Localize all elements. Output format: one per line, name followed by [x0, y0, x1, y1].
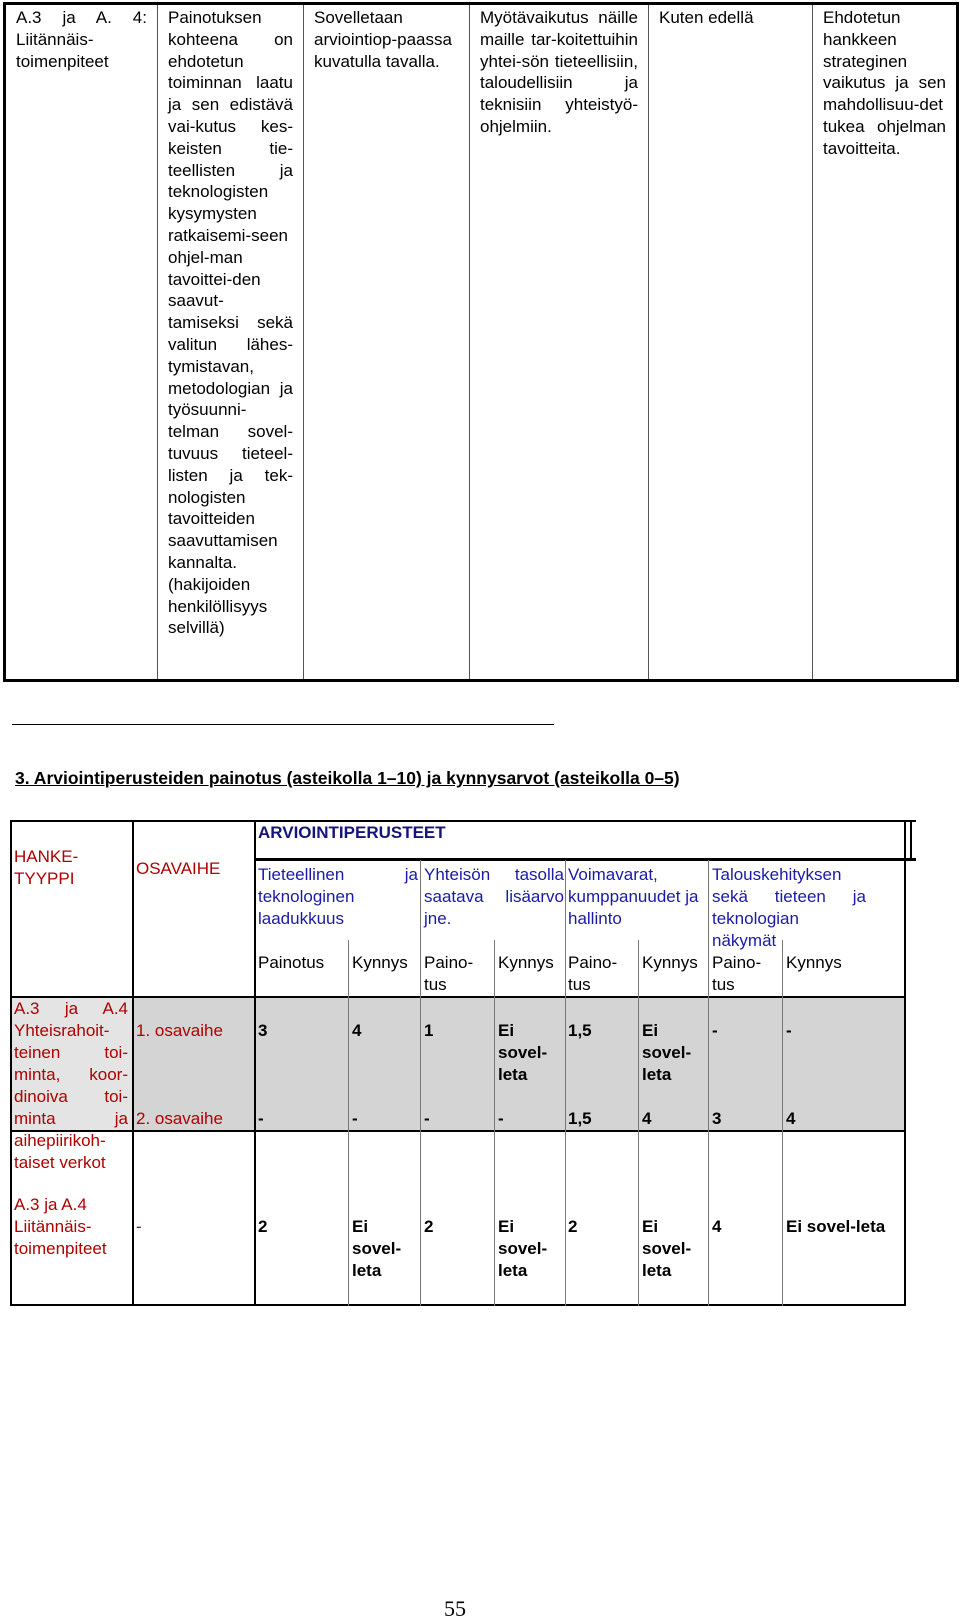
value-cell: - — [258, 1109, 264, 1128]
value-cell: 2 — [568, 1217, 578, 1236]
value-cell: Ei sovel-leta — [498, 1021, 548, 1084]
phase-label: 1. osavaihe — [136, 1021, 223, 1040]
continuation-table — [3, 2, 959, 682]
cell-text: Painotuksen kohteena on ehdotetun toiminnan laatu ja sen edistävä vai-kutus kes-keisten tie-teellisten ja teknologisten kysymysten ratkaisemi-seen ohjel-man tavoittei-den saavut-tamiseksi sekä valitun lähes-tymistavan, metodologian ja työsuunni-telman sovel-tuvuus tieteel-listen ja tek-nologisten tavoitteiden saavuttamisen kannalta. (hakijoiden henkilöllisyys selvillä) — [168, 8, 293, 638]
table-rule — [708, 860, 709, 1306]
criterion-header: Talouskehityksen sekä tieteen ja teknologian näkymät — [712, 865, 866, 950]
header-hanketyyppi: HANKE-TYYPPI — [14, 847, 79, 888]
criterion-header: Yhteisön tasolla saatava lisäarvo jne. — [424, 865, 564, 928]
subheader-painotus: Paino-tus — [712, 953, 762, 994]
value-cell: - — [786, 1021, 792, 1040]
subheader-kynnys: Kynnys — [786, 953, 842, 972]
cell-text: Kuten edellä — [659, 8, 754, 27]
value-cell: 3 — [712, 1109, 722, 1128]
cell-text: Ehdotetun hankkeen strateginen vaikutus ja sen mahdollisuu-det tukea ohjelman tavoitteita. — [823, 8, 946, 158]
value-cell: 4 — [642, 1109, 652, 1128]
footnote-rule — [12, 724, 554, 725]
table-rule — [420, 860, 421, 1306]
value-cell: 4 — [352, 1021, 362, 1040]
value-cell: Ei sovel-leta — [786, 1217, 886, 1236]
value-cell: 1,5 — [568, 1021, 592, 1040]
value-cell: 3 — [258, 1021, 268, 1040]
value-cell: Ei sovel-leta — [352, 1217, 402, 1280]
value-cell: 1,5 — [568, 1109, 592, 1128]
table-rule — [565, 860, 566, 1306]
cell-criterion-description — [158, 5, 304, 679]
row-group-label: A.3 ja A.4 Yhteisrahoit-teinen toi-minta, koor-dinoiva toi-minta ja aihepiirikoh-taiset verkot — [14, 999, 128, 1172]
table-rule — [348, 940, 349, 1306]
row-group-label: A.3 ja A.4 Liitännäis-toimenpiteet — [14, 1195, 107, 1258]
table-rule — [132, 820, 134, 1306]
table-border-top — [10, 820, 132, 822]
cell-col4 — [470, 5, 649, 679]
cell-col3 — [304, 5, 470, 679]
table-border-left — [10, 820, 12, 1306]
subheader-kynnys: Kynnys — [498, 953, 554, 972]
subheader-kynnys: Kynnys — [642, 953, 698, 972]
cell-text: Myötävaikutus näille maille tar-koitettuihin yhtei-sön tieteellisiin, taloudellisiin ja teknisiin yhteistyö-ohjelmiin. — [480, 8, 638, 136]
header-osavaihe: OSAVAIHE — [136, 859, 221, 878]
table-border-bottom — [10, 1304, 906, 1306]
table-rule — [10, 996, 906, 998]
table-rule — [782, 940, 783, 1306]
table-rule — [254, 820, 256, 1306]
criterion-header: Voimavarat, kumppanuudet ja hallinto — [568, 865, 699, 928]
phase-label: - — [136, 1217, 142, 1236]
subheader-painotus: Paino-tus — [424, 953, 474, 994]
phase-label: 2. osavaihe — [136, 1109, 223, 1128]
value-cell: - — [424, 1109, 430, 1128]
table-border-right — [910, 820, 912, 860]
section-heading: 3. Arviointiperusteiden painotus (asteikolla 1–10) ja kynnysarvot (asteikolla 0–5) — [15, 768, 680, 788]
value-cell: 1 — [424, 1021, 434, 1040]
page-number: 55 — [444, 1596, 466, 1621]
value-cell: Ei sovel-leta — [498, 1217, 548, 1280]
cell-col6 — [813, 5, 956, 679]
value-cell: - — [498, 1109, 504, 1128]
value-cell: 4 — [786, 1109, 796, 1128]
value-cell: 4 — [712, 1217, 722, 1236]
cell-text: A.3 ja A. 4: Liitännäis-toimenpiteet — [16, 8, 147, 71]
table-rule — [10, 1130, 906, 1132]
value-cell: Ei sovel-leta — [642, 1217, 692, 1280]
header-arviointiperusteet: ARVIOINTIPERUSTEET — [258, 823, 446, 842]
cell-col5 — [649, 5, 813, 679]
subheader-painotus: Paino-tus — [568, 953, 618, 994]
value-cell: 2 — [258, 1217, 268, 1236]
cell-hanketyyppi — [6, 5, 158, 679]
table-border-right — [904, 820, 906, 1306]
table-rule — [638, 940, 639, 1306]
table-border-top — [132, 820, 254, 822]
subheader-kynnys: Kynnys — [352, 953, 408, 972]
value-cell: Ei sovel-leta — [642, 1021, 692, 1084]
table-rule — [494, 940, 495, 1306]
cell-text: Sovelletaan arviointiop-paassa kuvatulla tavalla. — [314, 8, 452, 71]
value-cell: 2 — [424, 1217, 434, 1236]
value-cell: - — [352, 1109, 358, 1128]
table-rule — [254, 858, 916, 861]
criterion-header: Tieteellinen ja teknologinen laadukkuus — [258, 865, 418, 928]
criteria-weight-table — [10, 820, 906, 1306]
value-cell: - — [712, 1021, 718, 1040]
subheader-painotus: Painotus — [258, 953, 325, 972]
